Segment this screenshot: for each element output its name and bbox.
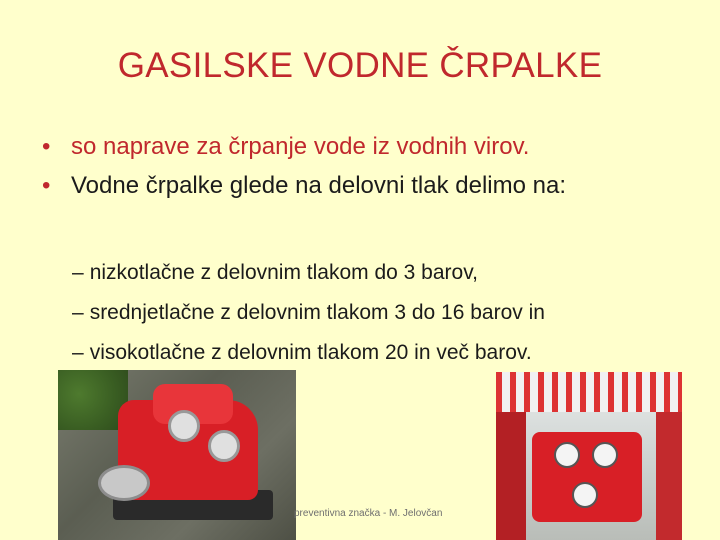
sub-bullet-marker: – [72, 301, 84, 324]
vehicle-side-panel [656, 412, 682, 540]
pump-valve-wheel [168, 410, 200, 442]
vehicle-pump-photo [496, 372, 682, 540]
bullet-text: Vodne črpalke glede na delovni tlak delimo na: [71, 172, 566, 199]
sub-bullet-text: visokotlačne z delovnim tlakom 20 in več barov. [89, 341, 532, 364]
sub-bullet-marker: – [72, 341, 84, 364]
bullet-marker: • [42, 172, 51, 199]
sub-bullet-text: srednjetlačne z delovnim tlakom 3 do 16 barov in [89, 301, 545, 324]
sub-bullet-list [72, 260, 712, 380]
vehicle-side-panel [496, 412, 526, 540]
pressure-gauge [592, 442, 618, 468]
bullet-item [36, 132, 696, 162]
portable-pump-photo [58, 370, 296, 540]
pump-control-panel [532, 432, 642, 522]
sub-bullet-marker: – [72, 261, 84, 284]
sub-bullet-item [72, 300, 712, 326]
bullet-list [36, 132, 696, 210]
bullet-item [36, 171, 696, 201]
equipment-rack [496, 372, 682, 412]
pump-valve-wheel [208, 430, 240, 462]
pump-outlet [98, 465, 150, 501]
slide-title: GASILSKE VODNE ČRPALKE [117, 46, 603, 85]
sub-bullet-item [72, 260, 712, 286]
sub-bullet-text: nizkotlačne z delovnim tlakom do 3 barov, [89, 261, 478, 284]
bullet-marker: • [42, 133, 51, 160]
pump-valve [572, 482, 598, 508]
sub-bullet-item [72, 340, 712, 366]
bullet-text: so naprave za črpanje vode iz vodnih virov. [71, 133, 530, 160]
footer-text: preventivna značka - M. Jelovčan [294, 508, 443, 519]
pressure-gauge [554, 442, 580, 468]
